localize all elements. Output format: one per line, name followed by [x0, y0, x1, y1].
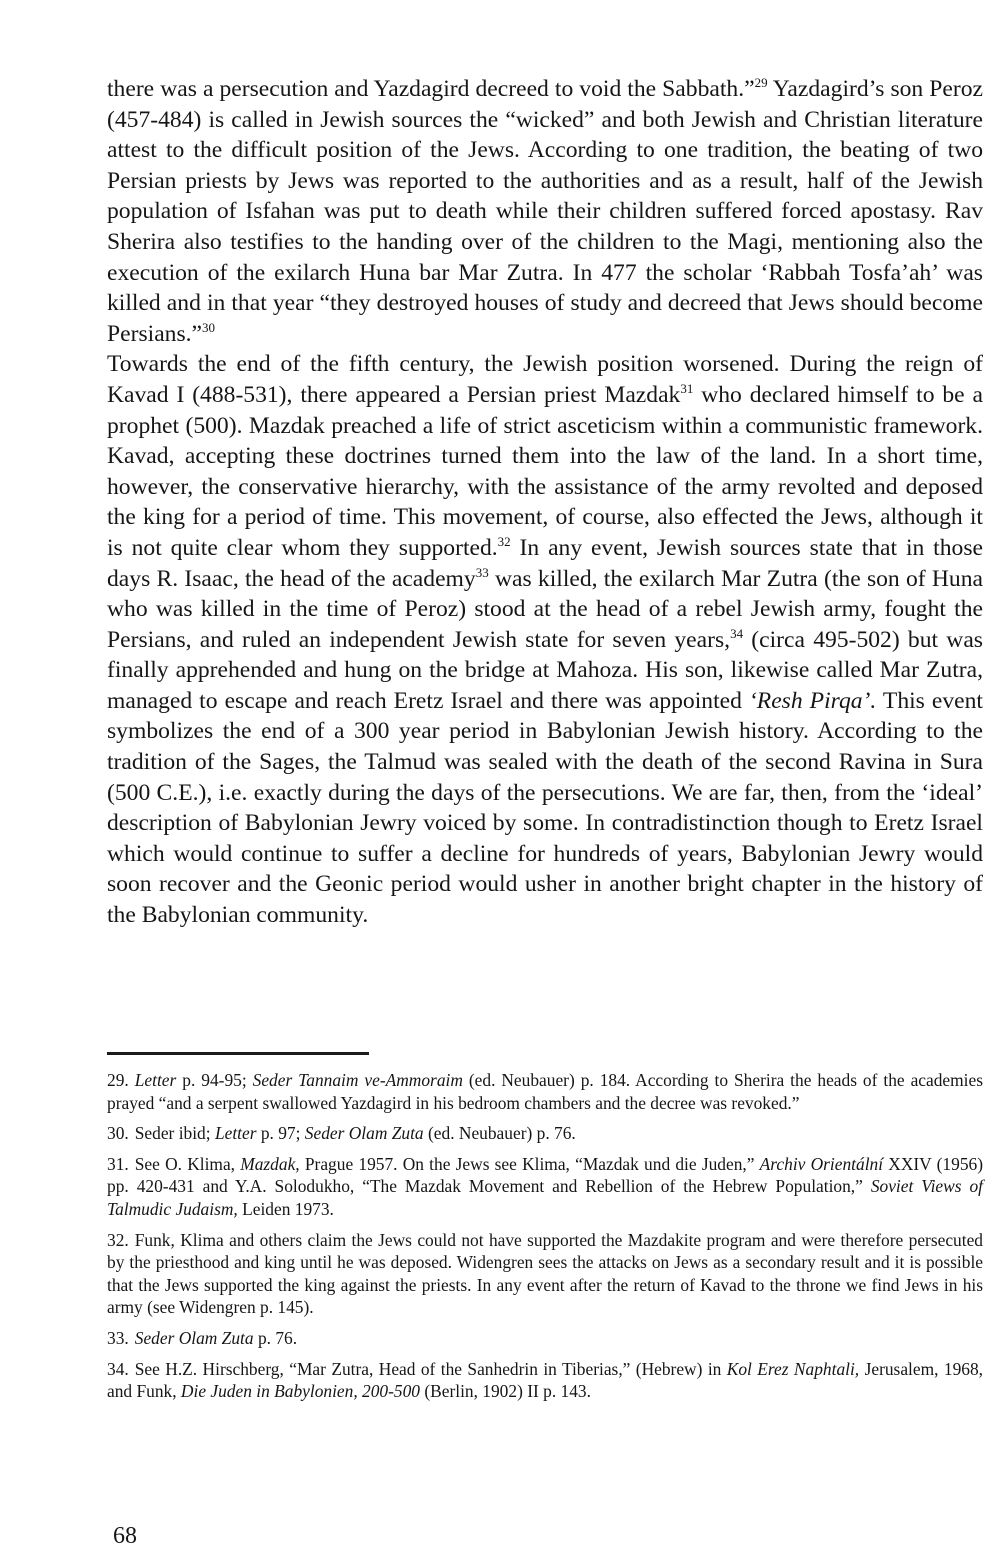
text-run: Towards the end of the fifth century, the Jewish position worsened. During the reign of Kavad I (488-531), there appeared a Persian priest Mazdak	[107, 351, 983, 408]
italic-text: Letter	[214, 1123, 257, 1144]
footnote-number: 29.	[107, 1070, 129, 1090]
footnote	[107, 1122, 983, 1145]
footnote	[107, 1229, 983, 1319]
footnote-number: 30.	[107, 1123, 129, 1144]
text-run: (ed. Neubauer) p. 184. According to Sherira the heads of the academies prayed “and a serpent swallowed Yazdagird in his bedroom chambers and the decree was revoked.”	[107, 1070, 983, 1113]
text-run: (ed. Neubauer) p. 76.	[423, 1123, 576, 1144]
text-run: (circa 495-502) but was finally apprehended and hung on the bridge at Mahoza. His son, likewise called Mar Zutra, managed to escape and reach Eretz Israel and there was appointed	[107, 626, 983, 714]
italic-text: Seder Olam Zuta	[134, 1327, 254, 1348]
text-run: p. 76.	[253, 1327, 298, 1348]
text-run: XXIV (1956) pp. 420-431 and Y.A. Solodukho, “The Mazdak Movement and Rebellion of the Hebrew Population,”	[107, 1153, 984, 1197]
italic-text: Archiv Orientální	[759, 1153, 884, 1174]
text-run: In any event, Jewish sources state that in those days R. Isaac, the head of the academy	[107, 534, 983, 592]
text-run: p. 97;	[256, 1123, 305, 1144]
footnote	[107, 1358, 983, 1403]
text-run: This event symbolizes the end of a 300 year period in Babylonian Jewish history. According to the tradition of the Sages, the Talmud was sealed with the death of the second Ravina in Sura (500 C.E.), i.e. exactly during the days of the persecutions. We are far, then, from the ‘ideal’ description of Babylonian Jewry voiced by some. In contradistinction though to Eretz Israel which would continue to suffer a decline for hundreds of years, Babylonian Jewry would soon recover and the Geonic period would usher in another bright chapter in the history of the Babylonian community.	[107, 687, 983, 929]
footnote	[107, 1327, 983, 1350]
italic-text: Mazdak,	[240, 1153, 300, 1174]
main-text	[107, 74, 983, 931]
italic-text: Seder Tannaim ve-Ammoraim	[252, 1070, 463, 1090]
footnote-ref: 31	[680, 380, 694, 396]
page-body	[107, 74, 983, 931]
footnote-number: 33.	[107, 1327, 129, 1348]
italic-text: Soviet Views of Talmudic Judaism,	[107, 1176, 983, 1219]
italic-text: Letter	[134, 1070, 177, 1090]
footnote	[107, 1069, 983, 1114]
text-run: See H.Z. Hirschberg, “Mar Zutra, Head of the Sanhedrin in Tiberias,” (Hebrew) in	[134, 1358, 727, 1379]
footnote-ref: 33	[475, 564, 489, 580]
text-run: Seder ibid;	[134, 1123, 215, 1144]
footnote	[107, 1153, 983, 1221]
text-run: who declared himself to be a prophet (500). Mazdak preached a life of strict asceticism within a communistic framework. Kavad, accepting these doctrines turned them into the law of the land. In a short time, however, the conservative hierarchy, with the assistance of the army revolted and deposed the king for a period of time. This movement, of course, also effected the Jews, although it is not quite clear whom they supported.	[107, 381, 984, 561]
page-number: 68	[113, 1523, 137, 1549]
italic-text: ‘Resh Pirqa’.	[748, 687, 877, 714]
footnote-number: 31.	[107, 1153, 129, 1174]
text-run: (Berlin, 1902) II p. 143.	[419, 1381, 591, 1402]
text-run: See O. Klima,	[134, 1153, 241, 1174]
italic-text: Kol Erez Naphtali,	[726, 1358, 860, 1379]
footnote-ref: 32	[497, 533, 511, 549]
text-run: Funk, Klima and others claim the Jews could not have supported the Mazdakite program and were therefore persecuted by the priesthood and king until he was deposed. Widengren sees the attacks on Jews as a secondary result and it is possible that the Jews supported the king against the priests. In any event after the return of Kavad to the throne we find Jews in his army (see Widengren p. 145).	[107, 1229, 983, 1318]
footnote-divider	[107, 1052, 369, 1055]
footnote-number: 32.	[107, 1229, 129, 1250]
footnote-number: 34.	[107, 1358, 129, 1379]
paragraph	[107, 349, 983, 930]
text-run: there was a persecution and Yazdagird decreed to void the Sabbath.”	[107, 76, 755, 102]
footnote-ref: 29	[754, 75, 768, 90]
text-run: Prague 1957. On the Jews see Klima, “Mazdak und die Juden,”	[299, 1153, 760, 1174]
text-run: Yazdagird’s son Peroz (457-484) is called in Jewish sources the “wicked” and both Jewish and Christian literature attest to the difficult position of the Jews. According to one tradition, the beating of two Persian priests by Jews was reported to the authorities and as a result, half of the Jewish population of Isfahan was put to death while their children suffered forced apostasy. Rav Sherira also testifies to the handing over of the children to the Magi, mentioning also the execution of the exilarch Huna bar Mar Zutra. In 477 the scholar ‘Rabbah Tosfa’ah’ was killed and in that year “they destroyed houses of study and decreed that Jews should become Persians.”	[107, 76, 984, 347]
footnotes	[107, 1069, 983, 1411]
footnote-ref: 34	[730, 625, 744, 641]
paragraph	[107, 74, 983, 349]
italic-text: Die Juden in Babylonien, 200-500	[180, 1381, 420, 1402]
footnote-ref: 30	[202, 319, 216, 335]
text-run: p. 94-95;	[176, 1070, 253, 1090]
text-run: was killed, the exilarch Mar Zutra (the son of Huna who was killed in the time of Peroz) stood at the head of a rebel Jewish army, fought the Persians, and ruled an independent Jewish state for seven years,	[107, 565, 983, 653]
text-run: Jerusalem, 1968, and Funk,	[107, 1358, 983, 1402]
italic-text: Seder Olam Zuta	[304, 1123, 424, 1144]
text-run: Leiden 1973.	[237, 1198, 334, 1219]
